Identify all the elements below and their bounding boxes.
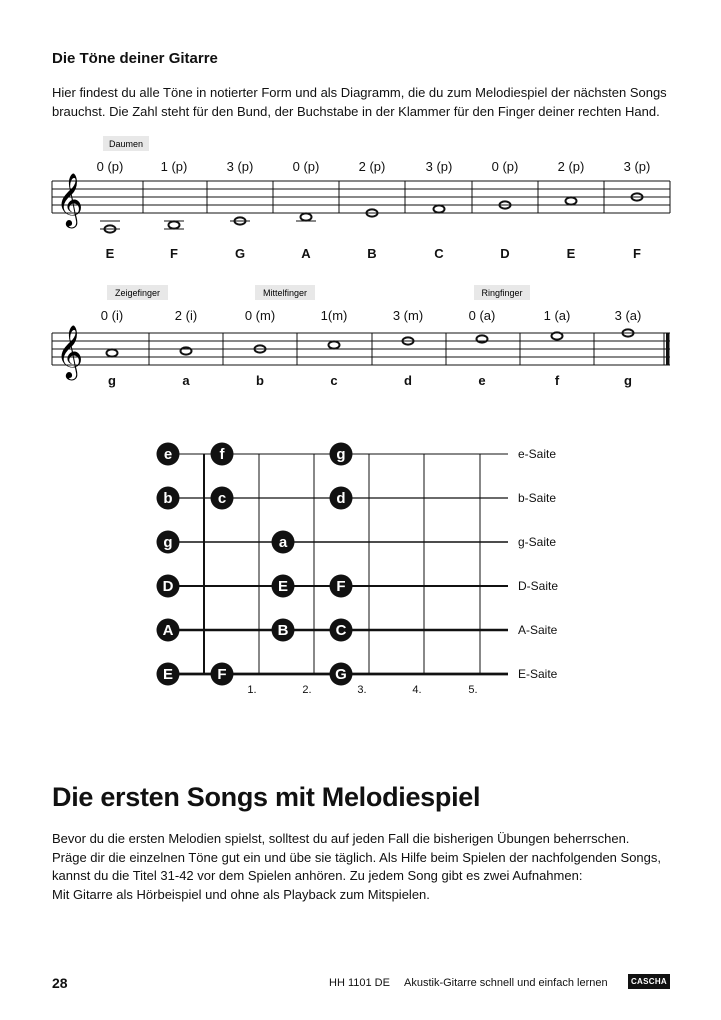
staff-lines <box>52 181 670 213</box>
staff-lines <box>52 333 670 365</box>
open-string-g: g <box>163 534 173 551</box>
note-name-4: A <box>301 246 311 261</box>
fingering-1: 0 (p) <box>96 159 124 174</box>
string-label-A: A-Saite <box>518 623 558 637</box>
fret-note-C: C <box>335 622 347 639</box>
ledger-lines <box>100 221 316 229</box>
fingering-3: 3 (p) <box>226 159 254 174</box>
footer-book-title: Akustik-Gitarre schnell und einfach lernen <box>404 977 608 989</box>
string-label-g: g-Saite <box>518 535 557 549</box>
intro-line-1: Hier findest du alle Töne in notierter Form und als Diagramm, die du zum Melodiespiel der nächsten Songs <box>52 85 667 100</box>
fret-note-F: F <box>217 666 227 683</box>
fingering-5: 2 (p) <box>358 159 386 174</box>
music-staff-1 <box>0 130 721 270</box>
fingering-9: 3 (p) <box>623 159 651 174</box>
fret-number-2: 2. <box>302 684 312 696</box>
fret-number-4: 4. <box>412 684 422 696</box>
note-name-3: G <box>234 246 246 261</box>
body-line-3: kannst du die Titel 31-42 vor dem Spielen anhören. Zu jedem Song gibt es zwei Aufnahmen: <box>52 868 583 883</box>
note-head <box>566 197 577 204</box>
fret-number-5: 5. <box>468 684 478 696</box>
finger-badge-ringfinger: Ringfinger <box>481 288 523 298</box>
body-line-4: Mit Gitarre als Hörbeispiel und ohne als Playback zum Mitspielen. <box>52 886 430 902</box>
footer-product-code: HH 1101 DE <box>329 977 390 989</box>
fingering-6: 0 (a) <box>468 308 496 323</box>
fingering-5: 3 (m) <box>392 308 424 323</box>
note-name-8: g <box>624 373 632 388</box>
note-name-4: c <box>330 373 338 388</box>
fret-note-B: B <box>277 622 289 639</box>
fingering-6: 3 (p) <box>425 159 453 174</box>
open-string-A: A <box>162 622 174 639</box>
fingering-7: 0 (p) <box>491 159 519 174</box>
intro-paragraph <box>52 84 672 121</box>
page-heading: Die ersten Songs mit Melodiespiel <box>52 782 481 812</box>
note-head <box>301 213 312 220</box>
music-staff-2 <box>0 278 721 398</box>
treble-clef-icon: 𝄞 <box>56 324 84 378</box>
fret-number-3: 3. <box>357 684 367 696</box>
body-paragraph <box>52 830 672 904</box>
publisher-logo: CASCHA <box>628 974 670 989</box>
note-name-6: C <box>434 246 444 261</box>
finger-badge-zeigefinger: Zeigefinger <box>114 288 161 298</box>
string-label-e: e-Saite <box>518 447 557 461</box>
fret-note-G: G <box>335 666 347 683</box>
fret-note-F: F <box>336 578 346 595</box>
note-name-7: D <box>500 246 510 261</box>
fingering-4: 1(m) <box>320 308 348 323</box>
open-string-E: E <box>162 666 174 683</box>
fingering-7: 1 (a) <box>543 308 571 323</box>
section-title: Die Töne deiner Gitarre <box>52 50 218 67</box>
fret-note-E: E <box>277 578 289 595</box>
string-label-D: D-Saite <box>518 579 559 593</box>
note-head <box>169 221 180 228</box>
fingering-8: 3 (a) <box>614 308 642 323</box>
fretboard-diagram <box>0 435 721 705</box>
fingering-3: 0 (m) <box>244 308 276 323</box>
note-name-5: B <box>367 246 377 261</box>
note-name-9: F <box>633 246 641 261</box>
note-name-2: a <box>182 373 190 388</box>
fingering-8: 2 (p) <box>557 159 585 174</box>
note-head <box>329 341 340 348</box>
fingering-2: 1 (p) <box>160 159 188 174</box>
fret-note-g: g <box>336 446 346 463</box>
note-name-2: F <box>170 246 178 261</box>
fret-note-d: d <box>336 490 346 507</box>
fret-note-f: f <box>219 446 225 463</box>
finger-badge-daumen: Daumen <box>108 139 144 149</box>
body-line-2: Präge dir die einzelnen Töne gut ein und übe sie täglich. Als Hilfe beim Spielen der nachfolgenden Songs, <box>52 849 662 865</box>
finger-badge-mittelfinger: Mittelfinger <box>262 288 308 298</box>
fret-note-a: a <box>278 534 288 551</box>
note-head <box>181 347 192 354</box>
note-name-7: f <box>554 373 560 388</box>
note-head <box>107 349 118 356</box>
open-string-e: e <box>163 446 173 463</box>
note-name-5: d <box>404 373 412 388</box>
string-label-E: E-Saite <box>518 667 558 681</box>
fingering-4: 0 (p) <box>292 159 320 174</box>
note-head <box>434 205 445 212</box>
body-line-1: Bevor du die ersten Melodien spielst, solltest du auf jeden Fall die bisherigen Übungen beherrschen. <box>52 831 630 846</box>
string-label-b: b-Saite <box>518 491 557 505</box>
fingering-1: 0 (i) <box>100 308 124 323</box>
note-name-6: e <box>478 373 486 388</box>
note-head <box>477 335 488 342</box>
open-string-b: b <box>163 490 173 507</box>
intro-line-2: brauchst. Die Zahl steht für den Bund, der Buchstabe in der Klammer für den Finger deiner rechten Hand. <box>52 103 660 119</box>
note-name-3: b <box>256 373 264 388</box>
open-string-D: D <box>162 578 174 595</box>
fret-note-c: c <box>217 490 227 507</box>
treble-clef-icon: 𝄞 <box>56 172 84 226</box>
page-number: 28 <box>52 975 68 991</box>
fret-number-1: 1. <box>247 684 257 696</box>
note-name-1: E <box>105 246 115 261</box>
fingering-2: 2 (i) <box>174 308 198 323</box>
final-barline <box>666 333 670 365</box>
note-name-1: g <box>108 373 116 388</box>
note-name-8: E <box>566 246 576 261</box>
